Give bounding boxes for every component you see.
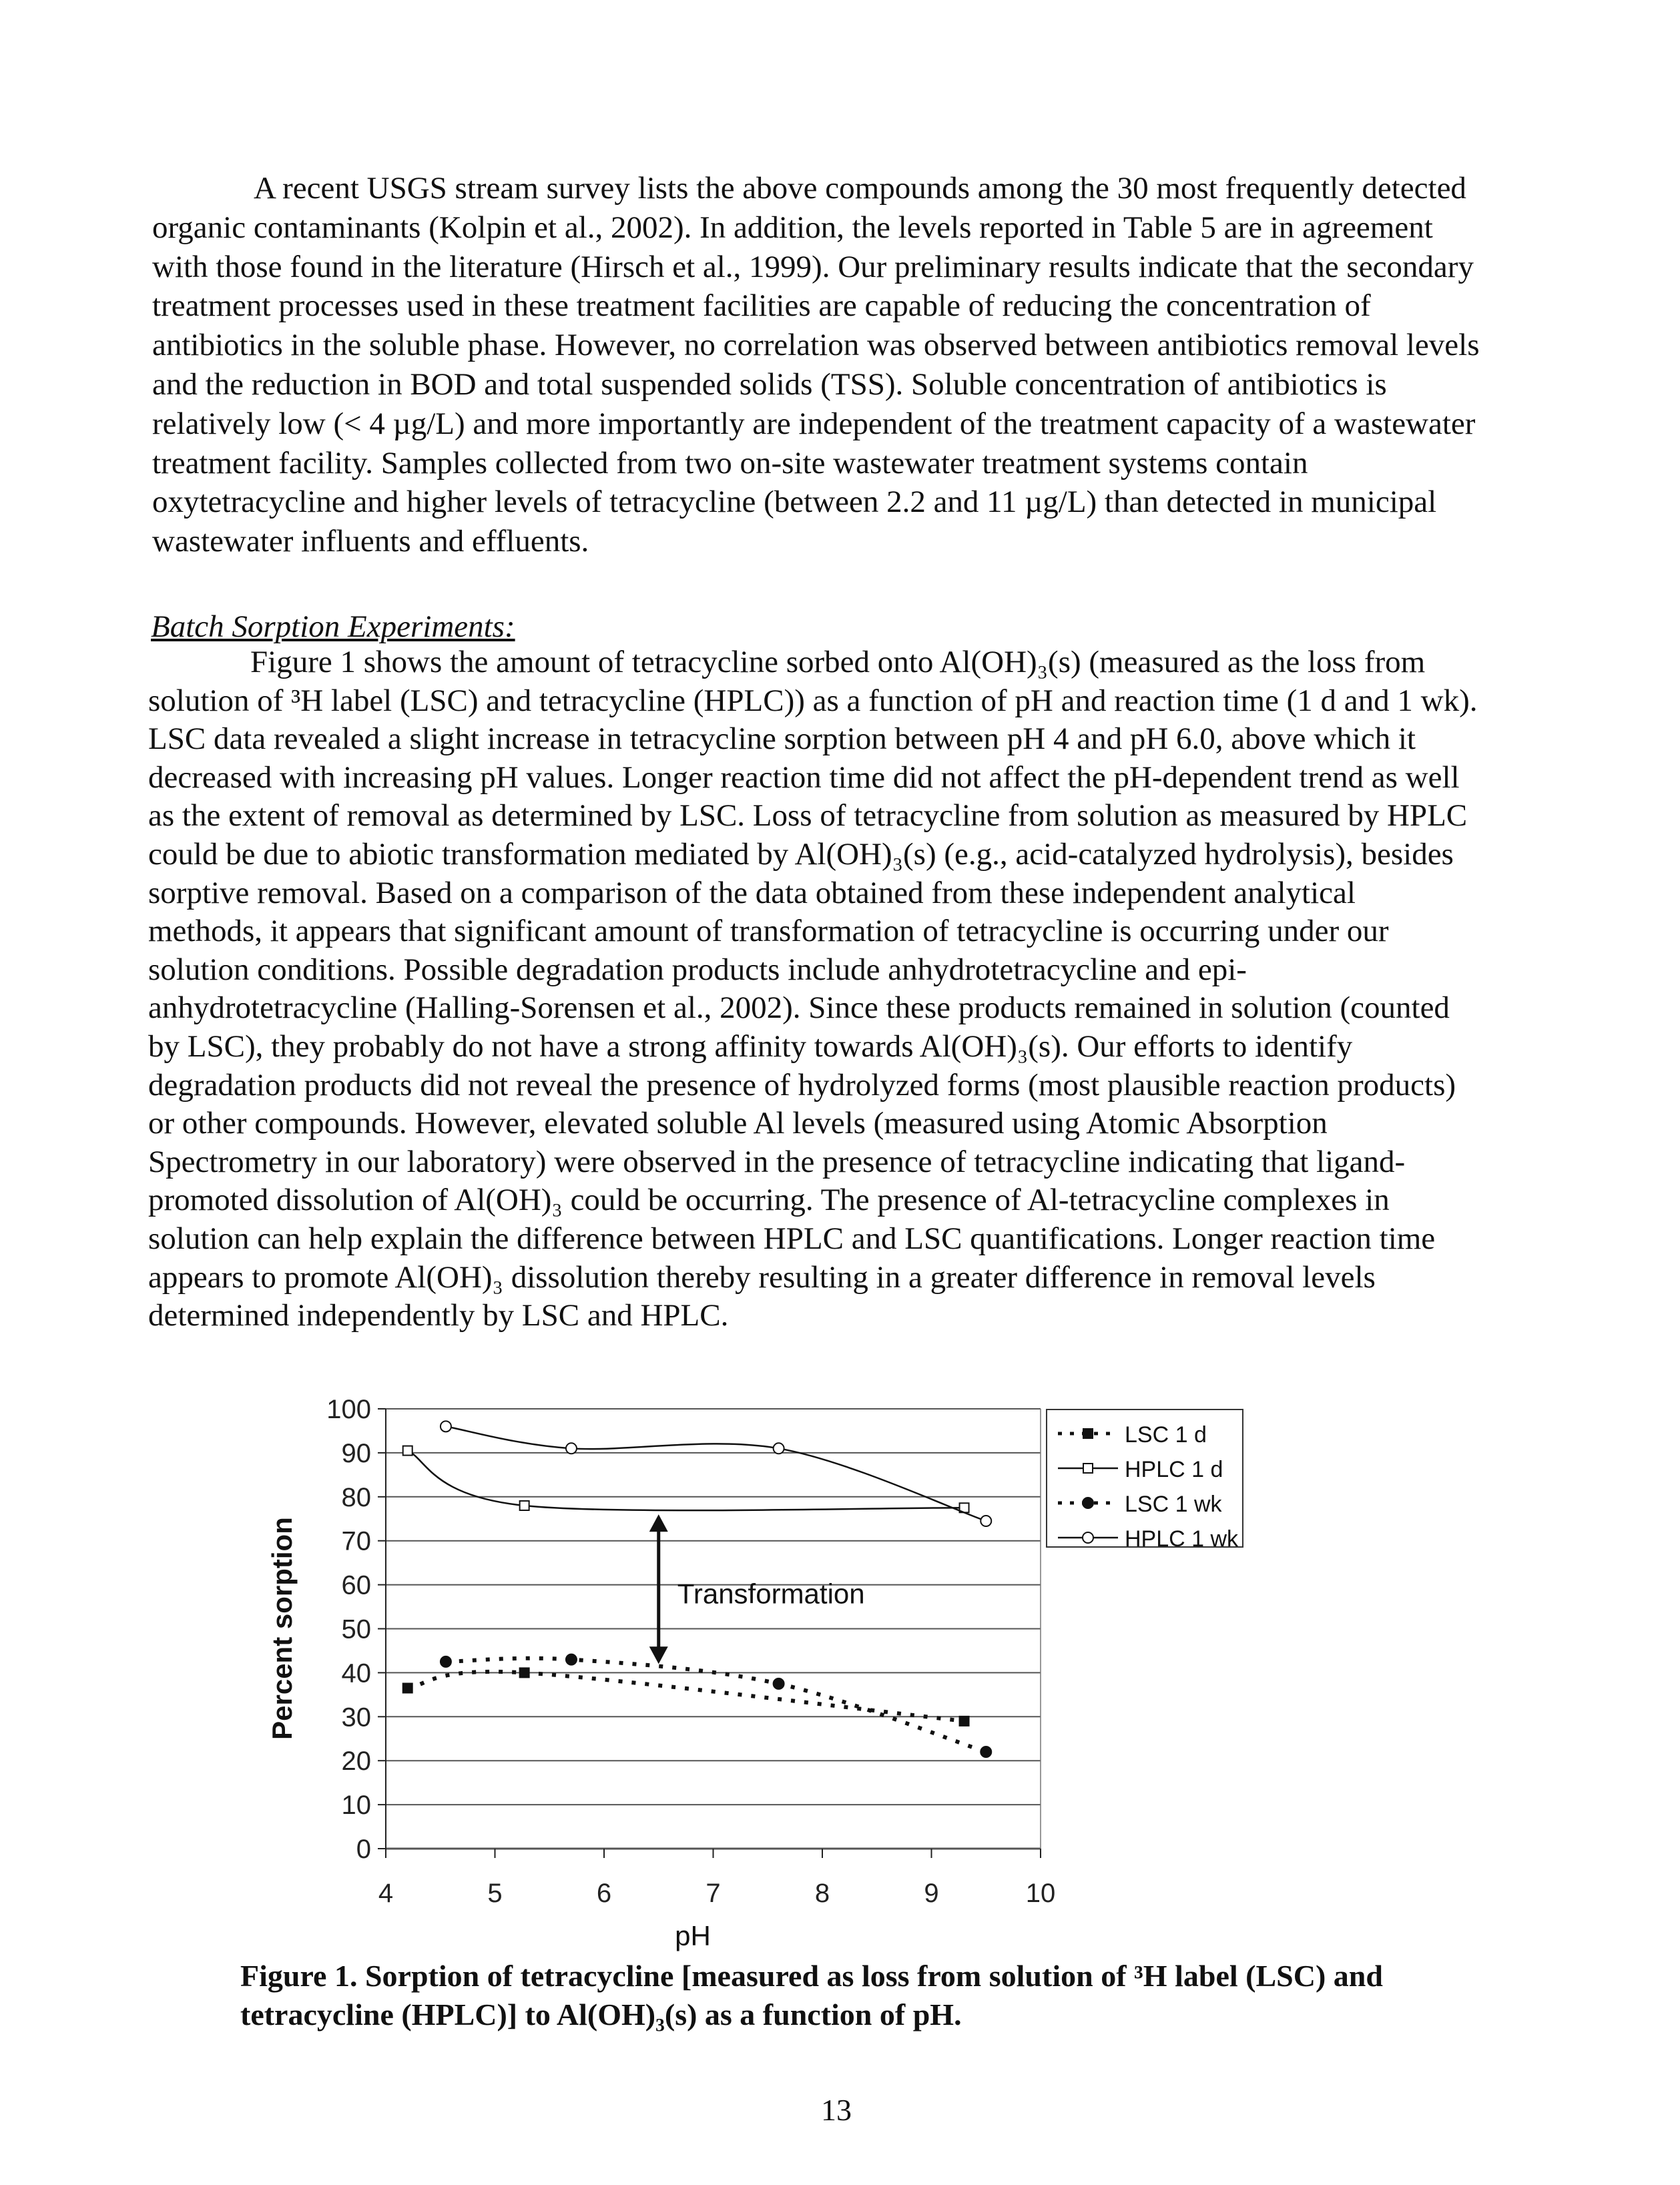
text-line: by LSC), they probably do not have a strong affinity towards Al(OH)₃(s). Our efforts to identify xyxy=(148,1029,1353,1064)
transformation-label: Transformation xyxy=(677,1578,865,1610)
data-point xyxy=(520,1668,529,1677)
text-line: could be due to abiotic transformation mediated by Al(OH)₃(s) (e.g., acid-catalyzed hydrolysis), besides xyxy=(148,837,1454,872)
text-line: promoted dissolution of Al(OH)₃ could be occurring. The presence of Al-tetracycline complexes in xyxy=(148,1183,1390,1218)
section-heading: Batch Sorption Experiments: xyxy=(151,609,515,644)
text-line: solution of ³H label (LSC) and tetracycline (HPLC)) as a function of pH and reaction time (1 d and 1 wk). xyxy=(148,683,1478,718)
legend-marker xyxy=(1083,1464,1093,1473)
text-line: sorptive removal. Based on a comparison of the data obtained from these independent analytical xyxy=(148,875,1356,910)
legend-marker xyxy=(1083,1532,1093,1543)
data-point xyxy=(403,1446,412,1456)
legend-marker xyxy=(1083,1429,1093,1438)
text-line: determined independently by LSC and HPLC. xyxy=(148,1298,729,1333)
text-line: solution conditions. Possible degradation products include anhydrotetracycline and epi- xyxy=(148,952,1247,987)
arrow-head-up xyxy=(649,1514,668,1532)
text-line: treatment processes used in these treatment facilities are capable of reducing the concentration of xyxy=(152,288,1371,324)
series-line-hplc-1-d xyxy=(408,1451,964,1511)
text-line: Spectrometry in our laboratory) were observed in the presence of tetracycline indicating that ligand- xyxy=(148,1144,1406,1179)
text-line: relatively low (< 4 µg/L) and more importantly are independent of the treatment capacity of a wastewater xyxy=(152,406,1476,441)
x-tick-label: 7 xyxy=(706,1879,721,1908)
y-tick-label: 30 xyxy=(341,1702,371,1733)
text-line: and the reduction in BOD and total suspended solids (TSS). Soluble concentration of antibiotics is xyxy=(152,367,1387,402)
data-point xyxy=(960,1716,969,1726)
data-point xyxy=(774,1443,784,1454)
text-line: methods, it appears that significant amount of transformation of tetracycline is occurring under our xyxy=(148,914,1389,949)
text-line: antibiotics in the soluble phase. However, no correlation was observed between antibiotics removal levels xyxy=(152,328,1480,363)
x-axis-label: pH xyxy=(675,1920,711,1951)
y-tick-label: 0 xyxy=(356,1835,371,1864)
text-line: anhydrotetracycline (Halling-Sorensen et al., 2002). Since these products remained in solution (counted xyxy=(148,990,1450,1026)
legend-label: HPLC 1 wk xyxy=(1125,1526,1239,1552)
y-tick-label: 90 xyxy=(341,1438,371,1468)
x-tick-label: 8 xyxy=(814,1879,830,1908)
arrow-head-down xyxy=(649,1646,668,1664)
text-line: as the extent of removal as determined by LSC. Loss of tetracycline from solution as measured by HPLC xyxy=(148,798,1468,834)
text-line: appears to promote Al(OH)₃ dissolution thereby resulting in a greater difference in removal levels xyxy=(148,1259,1376,1295)
x-tick-label: 5 xyxy=(487,1879,503,1908)
text-line: A recent USGS stream survey lists the above compounds among the 30 most frequently detected xyxy=(254,171,1466,206)
data-point xyxy=(566,1654,577,1665)
text-line: organic contaminants (Kolpin et al., 2002). In addition, the levels reported in Table 5 are in agreement xyxy=(152,210,1433,245)
data-point xyxy=(441,1656,451,1667)
legend-label: LSC 1 wk xyxy=(1125,1492,1222,1517)
x-tick-label: 10 xyxy=(1025,1879,1056,1908)
data-point xyxy=(403,1683,412,1692)
y-axis-label: Percent sorption xyxy=(266,1517,298,1740)
data-point xyxy=(566,1443,577,1454)
text-line: solution can help explain the difference between HPLC and LSC quantifications. Longer reaction time xyxy=(148,1221,1436,1256)
x-tick-label: 9 xyxy=(924,1879,939,1908)
text-line: oxytetracycline and higher levels of tetracycline (between 2.2 and 11 µg/L) than detected in municipal xyxy=(152,485,1437,520)
text-line: wastewater influents and effluents. xyxy=(152,524,589,559)
data-point xyxy=(774,1678,784,1689)
text-line: treatment facility. Samples collected from two on-site wastewater treatment systems contain xyxy=(152,445,1308,481)
text-line: Figure 1 shows the amount of tetracycline sorbed onto Al(OH)₃(s) (measured as the loss from xyxy=(250,645,1426,679)
legend-label: HPLC 1 d xyxy=(1125,1457,1223,1482)
data-point xyxy=(981,1747,991,1757)
data-point xyxy=(520,1501,529,1510)
y-tick-label: 100 xyxy=(326,1395,371,1424)
data-point xyxy=(441,1421,451,1432)
text-line: LSC data revealed a slight increase in tetracycline sorption between pH 4 and pH 6.0, above which it xyxy=(148,721,1416,757)
text-line: degradation products did not reveal the presence of hydrolyzed forms (most plausible reaction products) xyxy=(148,1067,1456,1103)
y-tick-label: 70 xyxy=(341,1526,371,1556)
figure-caption-line-2: tetracycline (HPLC)] to Al(OH)₃(s) as a function of pH. xyxy=(240,1997,962,2032)
x-tick-label: 4 xyxy=(378,1879,394,1908)
legend-marker xyxy=(1083,1498,1093,1508)
data-point xyxy=(981,1516,991,1526)
y-tick-label: 80 xyxy=(341,1482,371,1512)
figure-caption-line-1: Figure 1. Sorption of tetracycline [measured as loss from solution of ³H label (LSC) and xyxy=(240,1959,1383,1993)
y-tick-label: 10 xyxy=(341,1791,371,1821)
legend-label: LSC 1 d xyxy=(1125,1422,1207,1448)
page-number: 13 xyxy=(821,2093,852,2127)
y-tick-label: 20 xyxy=(341,1747,371,1777)
text-line: with those found in the literature (Hirsch et al., 1999). Our preliminary results indicate that the secondary xyxy=(152,249,1474,284)
x-tick-label: 6 xyxy=(596,1879,612,1908)
text-line: decreased with increasing pH values. Longer reaction time did not affect the pH-dependent trend as well xyxy=(148,759,1460,795)
text-line: or other compounds. However, elevated soluble Al levels (measured using Atomic Absorption xyxy=(148,1106,1328,1141)
y-tick-label: 50 xyxy=(341,1614,371,1644)
y-tick-label: 40 xyxy=(341,1658,371,1688)
y-tick-label: 60 xyxy=(341,1570,371,1600)
